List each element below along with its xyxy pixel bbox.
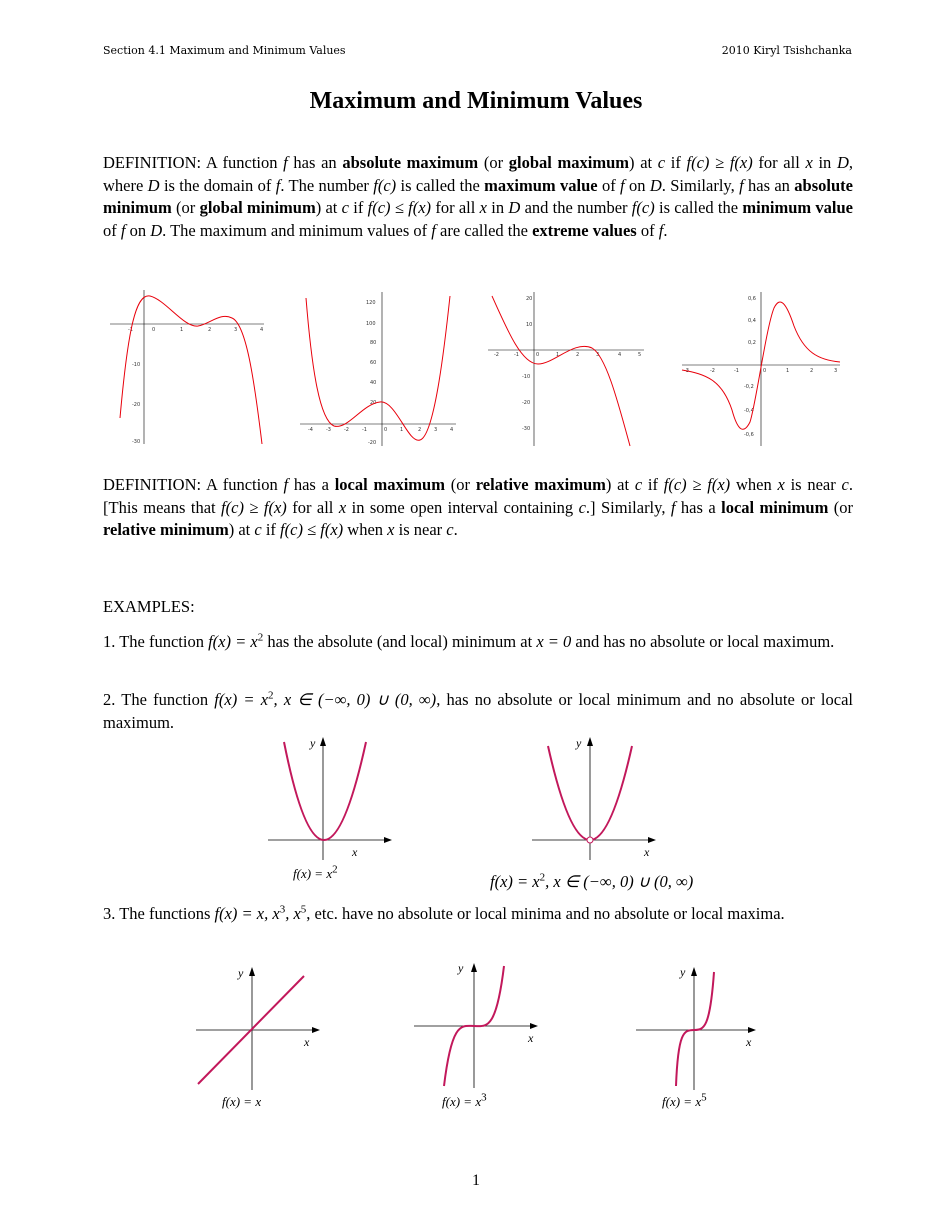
plot-4-tick: 2 bbox=[810, 368, 814, 374]
plot-3-tick: -2 bbox=[494, 352, 499, 358]
header-section: Section 4.1 Maximum and Minimum Values bbox=[103, 44, 346, 57]
plot-3-tick: 3 bbox=[596, 352, 600, 358]
page-title: Maximum and Minimum Values bbox=[309, 88, 643, 114]
quintic-curve bbox=[676, 972, 714, 1086]
plot-2-tick: 100 bbox=[366, 321, 376, 327]
plot-4-tick: -0,6 bbox=[744, 432, 754, 438]
y-axis-label: y bbox=[238, 966, 244, 980]
plot-1-tick: -1 bbox=[128, 327, 133, 333]
plot-2-tick: 4 bbox=[450, 427, 454, 433]
plot-2-tick: 3 bbox=[434, 427, 438, 433]
plot-4-tick: -3 bbox=[684, 368, 689, 374]
plot-3-tick: 2 bbox=[576, 352, 580, 358]
plot-3-tick: 4 bbox=[618, 352, 622, 358]
y-axis-label: y bbox=[576, 736, 582, 750]
plot-1-tick: 3 bbox=[234, 327, 238, 333]
plot-4-tick: -2 bbox=[710, 368, 715, 374]
plot-1-tick: 2 bbox=[208, 327, 212, 333]
example-2: 2. The function $f(x) = x^2$, x ∈ (−∞, 0) ∪ (0, ∞), has no absolute or local minimum and no absolute or local maximum. bbox=[103, 689, 854, 732]
caption-linear: f(x) = x bbox=[222, 1094, 262, 1109]
plot-1-curve bbox=[120, 296, 262, 444]
definition-absolute: DEFINITION: A function f has an absolute maximum (or global maximum) at c if f(c) ≥ f(x) for all x in D, where D is the domain of f. The number f(c) is called the maximum value of f on D. Similarly, f has an absolute minimum (or global minimum) at c if f(c) ≤ f(x) for all x in D and the number f(c) is called the minimum value of f on D. The maximum and minimum values of f are called the extreme values of f. bbox=[103, 153, 853, 240]
caption-quintic: $f(x) = x^5$ bbox=[662, 1091, 707, 1109]
plot-2-tick: 120 bbox=[366, 300, 376, 306]
plot-2-tick: -20 bbox=[368, 440, 377, 446]
plot-3-tick: -10 bbox=[522, 374, 531, 380]
definition-local: DEFINITION: A function f has a local maximum (or relative maximum) at c if f(c) ≥ f(x) when x is near c. [This means that f(c) ≥ f(x) for all x in some open interval containing c.] Similarly, f has a local minimum (or relative minimum) at c if f(c) ≤ f(x) when x is near c. bbox=[103, 475, 853, 539]
header-author: 2010 Kiryl Tsishchanka bbox=[721, 44, 852, 57]
plot-2-tick: 80 bbox=[370, 340, 377, 346]
plot-3-tick: 0 bbox=[536, 352, 540, 358]
plot-2-tick: 1 bbox=[400, 427, 404, 433]
y-axis-label: y bbox=[458, 961, 464, 975]
plot-2-tick: 0 bbox=[384, 427, 388, 433]
caption-cubic: $f(x) = x^3$ bbox=[442, 1091, 487, 1109]
plot-4-tick: 0,4 bbox=[748, 318, 756, 324]
x-axis-label: x bbox=[746, 1035, 752, 1049]
plot-3-tick: 20 bbox=[526, 296, 533, 302]
plot-1 bbox=[110, 288, 268, 446]
graph-x-squared bbox=[266, 732, 396, 862]
caption-x-squared: $f(x) = x^2$ bbox=[293, 863, 338, 881]
plot-4 bbox=[682, 292, 842, 447]
plot-2-tick: -1 bbox=[362, 427, 367, 433]
caption-x-squared-domain: $f(x) = x^2$, x ∈ (−∞, 0) ∪ (0, ∞) bbox=[490, 871, 694, 891]
plot-3-tick: -30 bbox=[522, 426, 531, 432]
x-axis-label: x bbox=[352, 845, 358, 859]
example-3: 3. The functions f(x) = x, $x^3$, $x^5$, etc. have no absolute or local minima and no absolute or local maxima. bbox=[103, 903, 785, 923]
plot-3-tick: 5 bbox=[638, 352, 642, 358]
plot-1-tick: 1 bbox=[180, 327, 184, 333]
plot-3 bbox=[488, 292, 648, 447]
plot-3-tick: -1 bbox=[514, 352, 519, 358]
plot-3-tick: 10 bbox=[526, 322, 533, 328]
parabola-curve bbox=[284, 742, 366, 840]
plot-1-tick: -30 bbox=[132, 439, 141, 445]
examples-heading: EXAMPLES: bbox=[103, 597, 195, 616]
graph-x-squared-punctured bbox=[530, 732, 660, 862]
hole-marker bbox=[587, 837, 593, 843]
plot-1-tick: 0 bbox=[152, 327, 156, 333]
y-axis-label: y bbox=[680, 965, 686, 979]
plot-1-tick: 4 bbox=[260, 327, 264, 333]
page-number: 1 bbox=[472, 1172, 480, 1189]
plot-2-tick: 60 bbox=[370, 360, 377, 366]
plot-2-tick: -4 bbox=[308, 427, 313, 433]
plot-4-tick: 0,2 bbox=[748, 340, 756, 346]
graph-quintic bbox=[636, 962, 766, 1092]
plot-3-tick: 1 bbox=[556, 352, 560, 358]
plot-4-tick: 0,6 bbox=[748, 296, 756, 302]
plot-2-curve bbox=[306, 296, 450, 440]
plot-4-tick: -0,2 bbox=[744, 384, 754, 390]
plot-2-tick: -2 bbox=[344, 427, 349, 433]
plot-4-tick: 0 bbox=[763, 368, 767, 374]
plot-4-tick: -1 bbox=[734, 368, 739, 374]
y-axis-label: y bbox=[310, 736, 316, 750]
plot-2-tick: 2 bbox=[418, 427, 422, 433]
plot-2-tick: -3 bbox=[326, 427, 331, 433]
plot-2-tick: 40 bbox=[370, 380, 377, 386]
plot-3-curve bbox=[492, 296, 630, 446]
graph-cubic bbox=[414, 960, 544, 1090]
plot-2 bbox=[300, 292, 460, 447]
plot-1-tick: -10 bbox=[132, 362, 141, 368]
x-axis-label: x bbox=[644, 845, 650, 859]
x-axis-label: x bbox=[528, 1031, 534, 1045]
plot-4-tick: 1 bbox=[786, 368, 790, 374]
plot-4-tick: 3 bbox=[834, 368, 838, 374]
example-1: 1. The function $f(x) = x^2$ has the absolute (and local) minimum at x = 0 and has no absolute or local maximum. bbox=[103, 631, 835, 651]
plot-4-tick: -0,4 bbox=[744, 408, 754, 414]
plot-3-tick: -20 bbox=[522, 400, 531, 406]
plot-1-tick: -20 bbox=[132, 402, 141, 408]
plot-2-tick: 20 bbox=[370, 400, 377, 406]
graph-linear bbox=[196, 962, 326, 1092]
x-axis-label: x bbox=[304, 1035, 310, 1049]
